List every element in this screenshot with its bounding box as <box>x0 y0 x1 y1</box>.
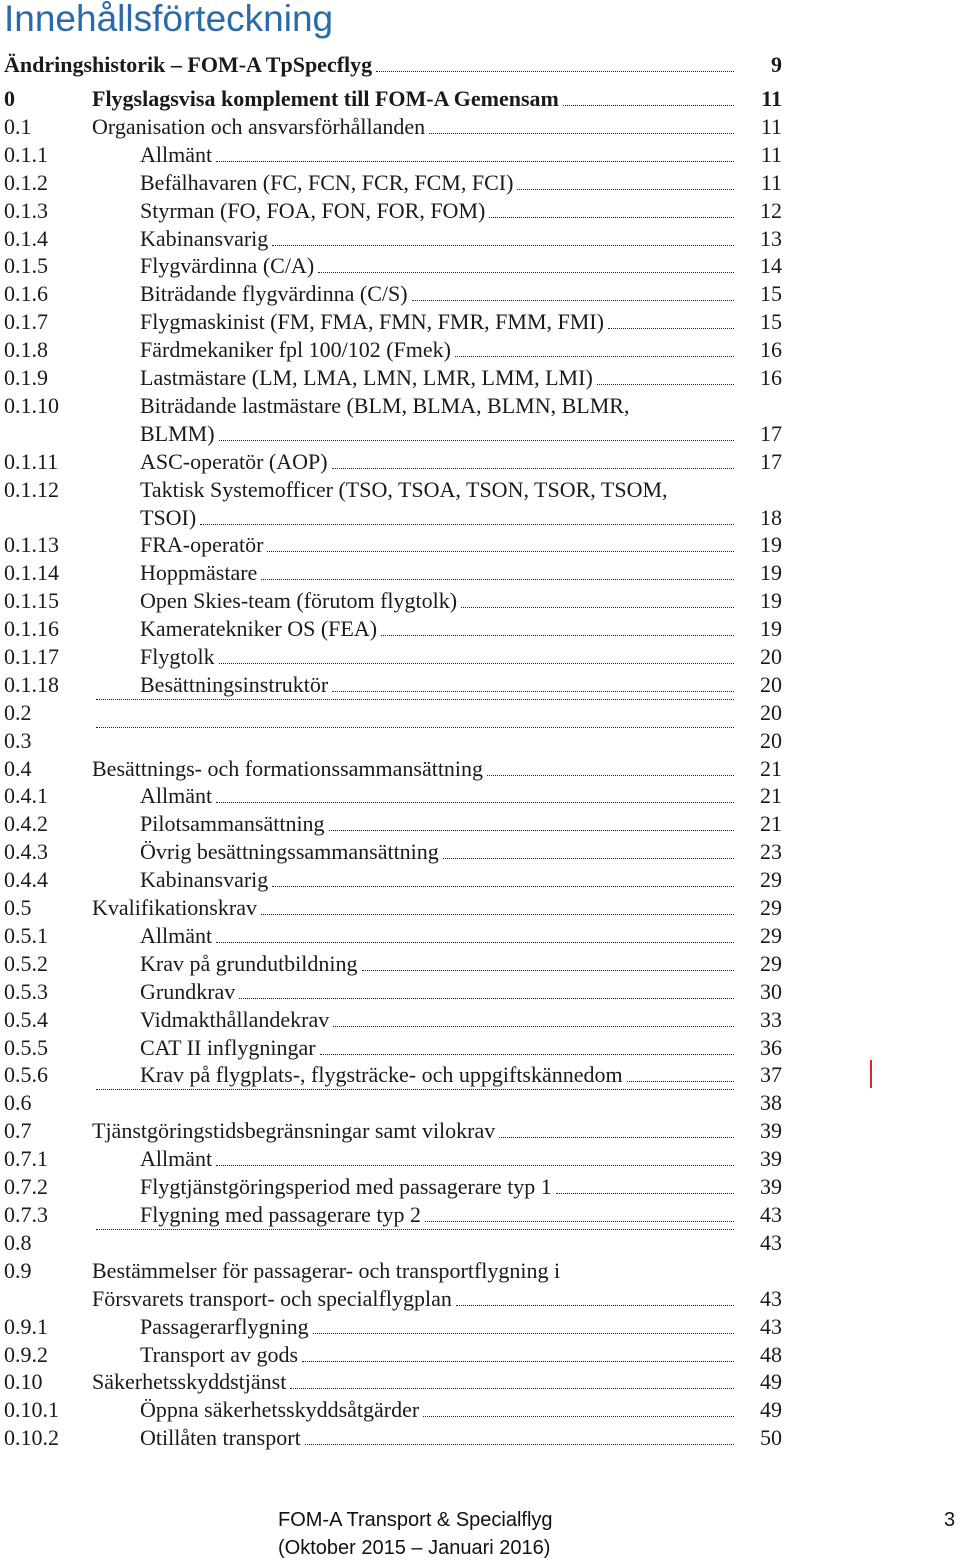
toc-entry-page: 11 <box>760 114 782 139</box>
toc-entry-number: 0.4.1 <box>4 783 48 808</box>
dot-leader <box>329 830 734 831</box>
toc-entry-number: 0.3 <box>4 728 32 753</box>
dot-leader <box>412 300 734 301</box>
toc-entry-text: Krav på flygplats-, flygsträcke- och uppgiftskännedom <box>140 1062 623 1087</box>
toc-entry-page: 43 <box>760 1202 782 1227</box>
toc-entry[interactable] <box>0 894 790 922</box>
toc-entry[interactable] <box>0 1424 790 1452</box>
toc-entry[interactable] <box>0 1313 790 1341</box>
toc-entry-page: 29 <box>760 951 782 976</box>
toc-entry-page: 49 <box>760 1397 782 1422</box>
dot-leader <box>425 1221 734 1222</box>
dot-leader <box>429 133 734 134</box>
toc-entry-page: 21 <box>760 783 782 808</box>
toc-entry-number: 0.1.7 <box>4 309 48 334</box>
toc-entry[interactable] <box>0 1006 790 1034</box>
toc-entry-number: 0.1 <box>4 114 32 139</box>
toc-entry[interactable] <box>0 141 790 169</box>
toc-entry-page: 36 <box>760 1035 782 1060</box>
dot-leader <box>461 607 734 608</box>
toc-entry-text: Allmänt <box>140 1146 213 1171</box>
toc-entry[interactable] <box>0 392 790 448</box>
dot-leader <box>456 1305 734 1306</box>
toc-entry-text: Allmänt <box>140 142 213 167</box>
toc-entry-page: 29 <box>760 895 782 920</box>
toc-entry-page: 23 <box>760 839 782 864</box>
dot-leader <box>597 384 734 385</box>
dot-leader <box>487 775 734 776</box>
toc-entry-page: 30 <box>760 979 782 1004</box>
toc-entry-page: 33 <box>760 1007 782 1032</box>
toc-entry-text: Passagerarflygning <box>140 1314 309 1339</box>
toc-entry[interactable] <box>0 448 790 476</box>
toc-entry-page: 16 <box>760 337 782 362</box>
toc-entry-text-continued: TSOI) <box>140 505 197 530</box>
toc-entry[interactable] <box>0 810 790 838</box>
dot-leader <box>332 468 734 469</box>
toc-entry[interactable] <box>0 1145 790 1173</box>
toc-entry[interactable] <box>0 866 790 894</box>
toc-entry-number: 0.5.6 <box>4 1062 48 1087</box>
toc-entry-number: 0.7 <box>4 1118 32 1143</box>
dot-leader <box>267 551 734 552</box>
dot-leader <box>332 691 734 692</box>
dot-leader <box>333 1026 734 1027</box>
toc-entry-text: Kabinansvarig <box>140 867 269 892</box>
toc-entry-text: Krav på grundutbildning <box>140 951 358 976</box>
dot-leader <box>320 1054 734 1055</box>
toc-entry-number: 0.2 <box>4 700 32 725</box>
toc-entry-number: 0.5.4 <box>4 1007 48 1032</box>
toc-entry-page: 11 <box>760 142 782 167</box>
toc-entry-number: 0.9.1 <box>4 1314 48 1339</box>
toc-entry-number: 0.1.10 <box>4 393 59 418</box>
dot-leader <box>96 1089 734 1090</box>
toc-entry-page: 13 <box>760 226 782 251</box>
toc-entry[interactable] <box>0 336 790 364</box>
toc-entry-number: 0.1.8 <box>4 337 48 362</box>
toc-entry-text: Otillåten transport <box>140 1425 301 1450</box>
dot-leader <box>318 272 734 273</box>
toc-entry[interactable] <box>0 308 790 336</box>
toc-entry-number: 0.6 <box>4 1090 32 1115</box>
dot-leader <box>216 1165 734 1166</box>
dot-leader <box>216 942 734 943</box>
toc-header-entry[interactable] <box>0 51 790 79</box>
dot-leader <box>313 1333 734 1334</box>
toc-entry-number: 0.1.11 <box>4 449 59 474</box>
toc-entry-text: Ändringshistorik – FOM-A TpSpecflyg <box>4 52 373 77</box>
dot-leader <box>376 71 734 72</box>
toc-entry-number: 0.1.18 <box>4 672 59 697</box>
toc-entry-number: 0.5.1 <box>4 923 48 948</box>
toc-entry-page: 19 <box>760 532 782 557</box>
toc-entry-text: Kameratekniker OS (FEA) <box>140 616 378 641</box>
dot-leader <box>96 1229 734 1230</box>
dot-leader <box>563 105 734 106</box>
toc-entry-text: Flygtjänstgöringsperiod med passagerare typ 1 <box>140 1174 552 1199</box>
toc-entry-number: 0.1.14 <box>4 560 59 585</box>
toc-entry-number: 0.10 <box>4 1369 43 1394</box>
toc-entry[interactable] <box>0 1229 790 1257</box>
toc-entry-number: 0.1.15 <box>4 588 59 613</box>
dot-leader <box>219 440 734 441</box>
toc-entry-page: 49 <box>760 1369 782 1394</box>
toc-entry-text: Flygvärdinna (C/A) <box>140 253 315 278</box>
toc-entry-text: Tjänstgöringstidsbegränsningar samt vilokrav <box>92 1118 496 1143</box>
toc-entry[interactable] <box>0 1089 790 1117</box>
toc-entry-page: 20 <box>760 672 782 697</box>
toc-entry-number: 0.10.1 <box>4 1397 59 1422</box>
toc-entry-text: Flygmaskinist (FM, FMA, FMN, FMR, FMM, FMI) <box>140 309 604 334</box>
toc-entry[interactable] <box>0 364 790 392</box>
toc-entry-text: Flygning med passagerare typ 2 <box>140 1202 422 1227</box>
toc-entry-text: CAT II inflygningar <box>140 1035 316 1060</box>
toc-entry-page: 16 <box>760 365 782 390</box>
dot-leader <box>219 663 734 664</box>
page-number: 3 <box>944 1509 956 1531</box>
toc-entry[interactable] <box>0 838 790 866</box>
dot-leader <box>239 998 734 999</box>
toc-entry-number: 0.7.1 <box>4 1146 48 1171</box>
dot-leader <box>272 245 734 246</box>
toc-entry-number: 0.1.9 <box>4 365 48 390</box>
dot-leader <box>216 802 734 803</box>
toc-entry-page: 37 <box>760 1062 782 1087</box>
toc-entry-text: Flygtolk <box>140 644 215 669</box>
toc-entry[interactable] <box>0 643 790 671</box>
toc-entry-text: FRA-operatör <box>140 532 264 557</box>
toc-entry-number: 0.9.2 <box>4 1342 48 1367</box>
toc-entry-text: Biträdande lastmästare (BLM, BLMA, BLMN, BLMR, <box>140 393 630 418</box>
toc-entry-text: Transport av gods <box>140 1342 299 1367</box>
revision-bar <box>870 1060 872 1088</box>
toc-entry-text: Bestämmelser för passagerar- och transportflygning i <box>92 1258 561 1283</box>
toc-entry-text: Allmänt <box>140 923 213 948</box>
toc-entry-page: 19 <box>760 588 782 613</box>
toc-entry-number: 0.4.2 <box>4 811 48 836</box>
toc-entry-page: 18 <box>760 505 782 530</box>
footer-document-title: FOM-A Transport & Specialflyg <box>278 1509 553 1531</box>
toc-entry[interactable] <box>0 922 790 950</box>
toc-entry-page: 48 <box>760 1342 782 1367</box>
dot-leader <box>556 1193 734 1194</box>
toc-entry[interactable] <box>0 1173 790 1201</box>
toc-entry-number: 0.9 <box>4 1258 32 1283</box>
toc-entry-text: Pilotsammansättning <box>140 811 325 836</box>
dot-leader <box>305 1444 734 1445</box>
toc-entry[interactable] <box>0 85 790 113</box>
toc-entry-number: 0.1.17 <box>4 644 59 669</box>
toc-entry-number: 0.10.2 <box>4 1425 59 1450</box>
toc-entry-text: Lastmästare (LM, LMA, LMN, LMR, LMM, LMI) <box>140 365 593 390</box>
toc-entry[interactable] <box>0 727 790 755</box>
toc-entry[interactable] <box>0 225 790 253</box>
toc-entry-number: 0.5.5 <box>4 1035 48 1060</box>
dot-leader <box>200 524 734 525</box>
dot-leader <box>489 217 734 218</box>
toc-entry-text: Besättnings- och formationssammansättning <box>92 756 484 781</box>
toc-entry[interactable] <box>0 671 790 699</box>
toc-entry-page: 50 <box>760 1425 782 1450</box>
toc-entry-page: 19 <box>760 616 782 641</box>
toc-entry-page: 15 <box>760 309 782 334</box>
toc-entry-page: 21 <box>760 811 782 836</box>
dot-leader <box>362 970 734 971</box>
toc-entry-number: 0.1.2 <box>4 170 48 195</box>
toc-entry-text-continued: BLMM) <box>140 421 215 446</box>
toc-entry-text: Organisation och ansvarsförhållanden <box>92 114 426 139</box>
toc-entry-text: Säkerhetsskyddstjänst <box>92 1369 287 1394</box>
toc-entry-page: 20 <box>760 700 782 725</box>
page-title: Innehållsförteckning <box>4 0 334 39</box>
toc-entry-page: 39 <box>760 1118 782 1143</box>
toc-entry-text: Open Skies-team (förutom flygtolk) <box>140 588 458 613</box>
toc-entry[interactable] <box>0 1034 790 1062</box>
dot-leader <box>216 161 734 162</box>
toc-entry[interactable] <box>0 615 790 643</box>
dot-leader <box>272 886 734 887</box>
toc-entry-number: 0.5.2 <box>4 951 48 976</box>
toc-entry-text: Styrman (FO, FOA, FON, FOR, FOM) <box>140 198 486 223</box>
toc-entry-text: Grundkrav <box>140 979 236 1004</box>
dot-leader <box>499 1137 734 1138</box>
toc-entry[interactable] <box>0 1061 790 1089</box>
toc-entry[interactable] <box>0 1257 790 1313</box>
toc-entry-number: 0.1.1 <box>4 142 48 167</box>
toc-entry-page: 20 <box>760 644 782 669</box>
toc-entry[interactable] <box>0 782 790 810</box>
toc-entry[interactable] <box>0 587 790 615</box>
toc-entry-page: 39 <box>760 1146 782 1171</box>
toc-entry-text-continued: Försvarets transport- och specialflygplan <box>92 1286 452 1311</box>
toc-entry-page: 21 <box>760 756 782 781</box>
toc-entry-number: 0.1.12 <box>4 477 59 502</box>
toc-entry-number: 0.5 <box>4 895 32 920</box>
toc-entry[interactable] <box>0 1368 790 1396</box>
toc-entry[interactable] <box>0 755 790 783</box>
toc-entry-text: Befälhavaren (FC, FCN, FCR, FCM, FCI) <box>140 170 514 195</box>
toc-entry-number: 0.1.5 <box>4 253 48 278</box>
toc-entry-text: Hoppmästare <box>140 560 258 585</box>
toc-entry-page: 39 <box>760 1174 782 1199</box>
toc-entry[interactable] <box>0 559 790 587</box>
toc-entry[interactable] <box>0 699 790 727</box>
toc-entry-text: Öppna säkerhetsskyddsåtgärder <box>140 1397 420 1422</box>
footer-date-range: (Oktober 2015 – Januari 2016) <box>278 1537 551 1559</box>
toc-entry-number: 0.1.13 <box>4 532 59 557</box>
toc-entry[interactable] <box>0 476 790 532</box>
dot-leader <box>423 1416 734 1417</box>
dot-leader <box>455 356 734 357</box>
dot-leader <box>627 1081 734 1082</box>
toc-entry-page: 9 <box>771 52 782 77</box>
toc-entry-number: 0.1.6 <box>4 281 48 306</box>
dot-leader <box>443 858 734 859</box>
dot-leader <box>290 1388 734 1389</box>
dot-leader <box>302 1361 734 1362</box>
toc-entry-page: 11 <box>761 86 782 111</box>
toc-entry[interactable] <box>0 531 790 559</box>
toc-entry[interactable] <box>0 113 790 141</box>
dot-leader <box>381 635 734 636</box>
toc-entry-number: 0.7.3 <box>4 1202 48 1227</box>
toc-entry-page: 43 <box>760 1286 782 1311</box>
toc-entry[interactable] <box>0 1201 790 1229</box>
toc-entry[interactable] <box>0 169 790 197</box>
toc-entry-number: 0.7.2 <box>4 1174 48 1199</box>
dot-leader <box>261 579 734 580</box>
toc-entry-page: 19 <box>760 560 782 585</box>
toc-entry-text: Besättningsinstruktör <box>140 672 329 697</box>
toc-entry-text: Biträdande flygvärdinna (C/S) <box>140 281 408 306</box>
toc-entry-number: 0.4.3 <box>4 839 48 864</box>
toc-entry-text: Allmänt <box>140 783 213 808</box>
toc-entry-page: 29 <box>760 867 782 892</box>
dot-leader <box>96 727 734 728</box>
toc-entry-page: 38 <box>760 1090 782 1115</box>
toc-entry[interactable] <box>0 978 790 1006</box>
toc-entry-text: Flygslagsvisa komplement till FOM-A Gemensam <box>92 86 559 111</box>
toc-entry-page: 43 <box>760 1230 782 1255</box>
toc-entry[interactable] <box>0 252 790 280</box>
toc-entry-number: 0.5.3 <box>4 979 48 1004</box>
toc-entry-page: 15 <box>760 281 782 306</box>
toc-entry[interactable] <box>0 197 790 225</box>
toc-entry-number: 0.1.3 <box>4 198 48 223</box>
toc-entry-text: Övrig besättningssammansättning <box>140 839 439 864</box>
toc-entry-text: ASC-operatör (AOP) <box>140 449 328 474</box>
dot-leader <box>261 914 734 915</box>
toc-entry-number: 0.4.4 <box>4 867 48 892</box>
dot-leader <box>96 699 734 700</box>
dot-leader <box>517 189 734 190</box>
toc-entry-page: 17 <box>760 421 782 446</box>
toc-entry-number: 0.1.4 <box>4 226 48 251</box>
toc-entry-page: 14 <box>760 253 782 278</box>
toc-entry[interactable] <box>0 1117 790 1145</box>
toc-entry-page: 20 <box>760 728 782 753</box>
toc-entry[interactable] <box>0 280 790 308</box>
toc-entry-text: Taktisk Systemofficer (TSO, TSOA, TSON, TSOR, TSOM, <box>140 477 668 502</box>
toc-entry-number: 0 <box>4 86 15 111</box>
toc-entry-page: 11 <box>760 170 782 195</box>
toc-entry-number: 0.4 <box>4 756 32 781</box>
dot-leader <box>608 328 734 329</box>
toc-entry-number: 0.8 <box>4 1230 32 1255</box>
toc-entry-page: 29 <box>760 923 782 948</box>
toc-entry-page: 12 <box>760 198 782 223</box>
toc-entry-text: Kabinansvarig <box>140 226 269 251</box>
toc-entry-text: Kvalifikationskrav <box>92 895 257 920</box>
toc-entry[interactable] <box>0 950 790 978</box>
toc-entry[interactable] <box>0 1341 790 1369</box>
toc-entry-page: 17 <box>760 449 782 474</box>
toc-entry-text: Vidmakthållandekrav <box>140 1007 330 1032</box>
toc-entry[interactable] <box>0 1396 790 1424</box>
toc-entry-number: 0.1.16 <box>4 616 59 641</box>
toc-entry-page: 43 <box>760 1314 782 1339</box>
toc-entry-text: Färdmekaniker fpl 100/102 (Fmek) <box>140 337 451 362</box>
